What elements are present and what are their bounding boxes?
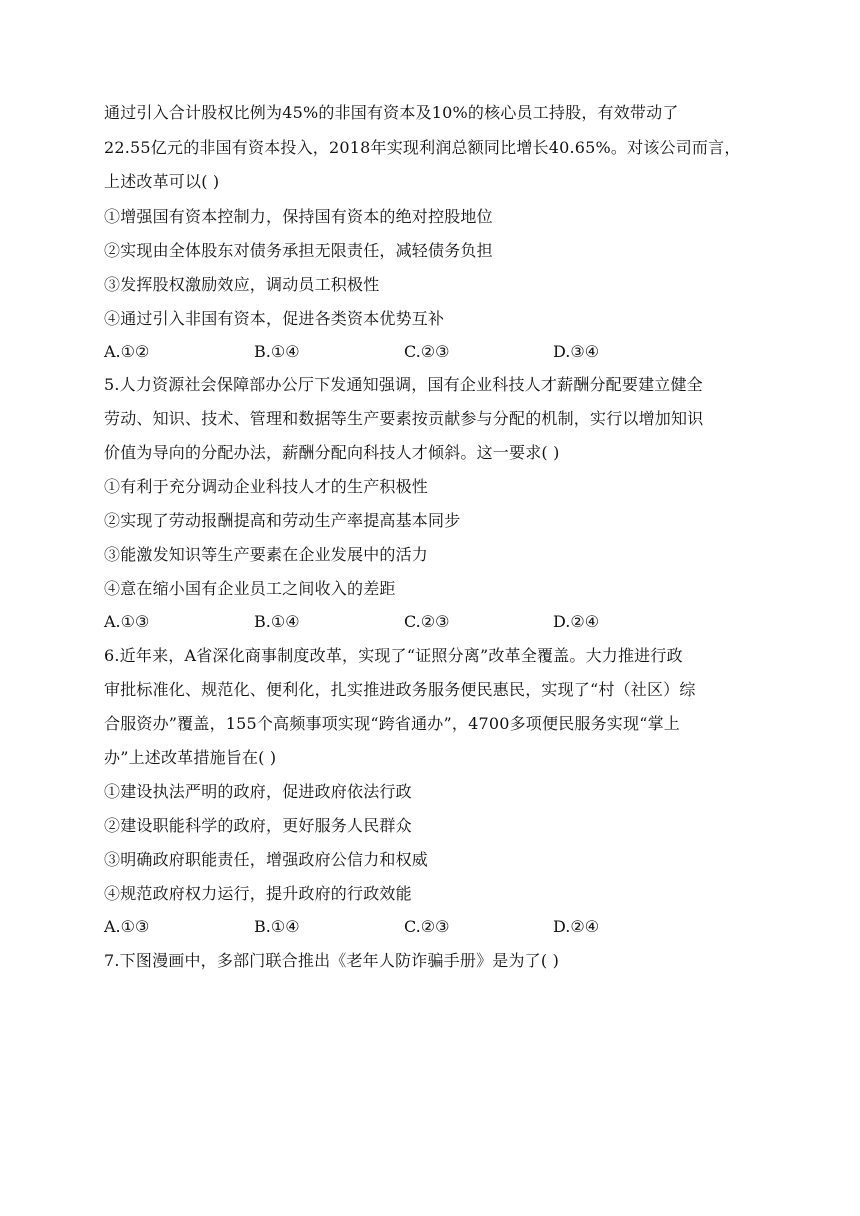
q6-stem-line-1: 6.近年来，A省深化商事制度改革，实现了“证照分离”改革全覆盖。大力推进行政	[104, 646, 683, 665]
q6-item-2: ②建设职能科学的政府，更好服务人民群众	[104, 816, 412, 835]
q6-options	[104, 916, 764, 938]
q5-item-3: ③能激发知识等生产要素在企业发展中的活力	[104, 545, 429, 564]
q6-stem-line-2: 审批标准化、规范化、便利化，扎实推进政务服务便民惠民，实现了“村（社区）综	[104, 680, 696, 699]
q7-stem-line-1: 7.下图漫画中，多部门联合推出《老年人防诈骗手册》是为了( )	[104, 951, 560, 970]
q5-item-1: ①有利于充分调动企业科技人才的生产积极性	[104, 477, 429, 496]
q4-item-2: ②实现由全体股东对债务承担无限责任，减轻债务负担	[104, 241, 493, 260]
q4-stem-line-2: 22.55亿元的非国有资本投入，2018年实现利润总额同比增长40.65%。对该公司而言，	[104, 138, 741, 157]
q5-stem-line-1: 5.人力资源社会保障部办公厅下发通知强调，国有企业科技人才薪酬分配要建立健全	[104, 375, 703, 394]
q4-stem-line-1: 通过引入合计股权比例为45%的非国有资本及10%的核心员工持股，有效带动了	[104, 103, 679, 122]
q5-option-c: C.②③	[404, 612, 450, 631]
q6-stem-line-4: 办”上述改革措施旨在( )	[104, 748, 277, 767]
q5-options	[104, 611, 764, 633]
q6-item-4: ④规范政府权力运行，提升政府的行政效能	[104, 884, 412, 903]
q4-item-3: ③发挥股权激励效应，调动员工积极性	[104, 275, 380, 294]
q6-option-c: C.②③	[404, 917, 450, 936]
q4-option-c: C.②③	[404, 342, 450, 361]
q5-stem-line-2: 劳动、知识、技术、管理和数据等生产要素按贡献参与分配的机制，实行以增加知识	[104, 409, 704, 428]
q5-item-2: ②实现了劳动报酬提高和劳动生产率提高基本同步	[104, 511, 461, 530]
q4-item-4: ④通过引入非国有资本，促进各类资本优势互补	[104, 309, 445, 328]
q6-stem-line-3: 合服资办”覆盖，155个高频事项实现“跨省通办”，4700多项便民服务实现“掌上	[104, 714, 680, 733]
q4-stem-line-3: 上述改革可以( )	[104, 172, 220, 191]
q4-option-a: A.①②	[104, 342, 150, 361]
q4-options	[104, 341, 764, 363]
q5-option-a: A.①③	[104, 612, 150, 631]
q5-item-4: ④意在缩小国有企业员工之间收入的差距	[104, 579, 396, 598]
q4-option-d: D.③④	[553, 342, 600, 361]
q6-option-a: A.①③	[104, 917, 150, 936]
q6-option-b: B.①④	[254, 917, 300, 936]
q6-item-1: ①建设执法严明的政府，促进政府依法行政	[104, 782, 412, 801]
q6-option-d: D.②④	[553, 917, 600, 936]
q4-item-1: ①增强国有资本控制力，保持国有资本的绝对控股地位	[104, 207, 493, 226]
q6-item-3: ③明确政府职能责任，增强政府公信力和权威	[104, 850, 429, 869]
q5-option-b: B.①④	[254, 612, 300, 631]
q5-stem-line-3: 价值为导向的分配办法，薪酬分配向科技人才倾斜。这一要求( )	[104, 443, 560, 462]
q5-option-d: D.②④	[553, 612, 600, 631]
q4-option-b: B.①④	[254, 342, 300, 361]
